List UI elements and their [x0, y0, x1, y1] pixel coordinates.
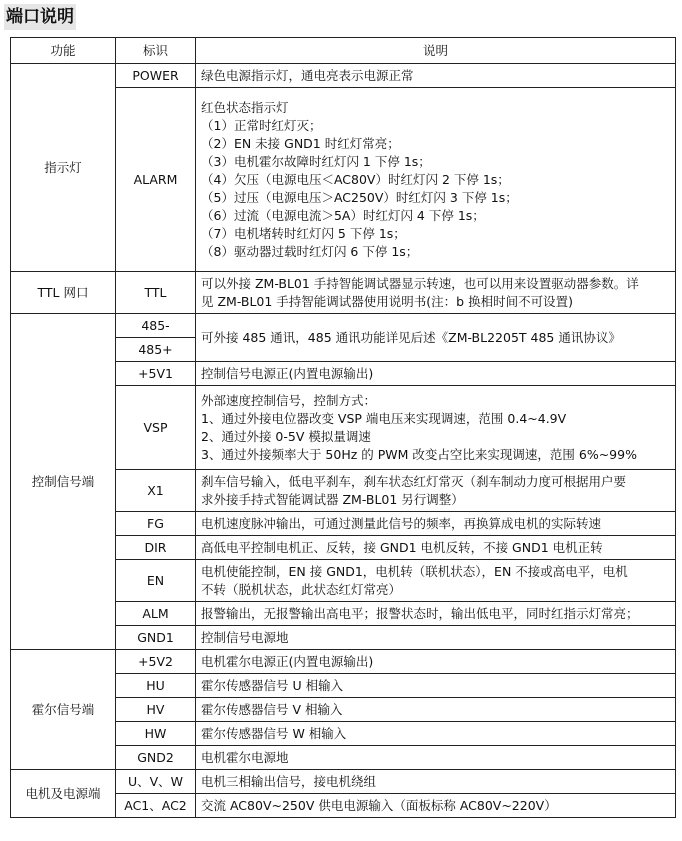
- function-cell: 控制信号端: [11, 314, 116, 650]
- label-cell: HU: [116, 674, 196, 698]
- label-cell: X1: [116, 470, 196, 512]
- port-table: [10, 37, 676, 818]
- label-cell: TTL: [116, 272, 196, 314]
- description-cell: [196, 470, 676, 512]
- description-cell: [196, 560, 676, 602]
- label-cell: 485-: [116, 314, 196, 338]
- description-cell: [196, 314, 676, 362]
- description-cell: [196, 602, 676, 626]
- label-cell: EN: [116, 560, 196, 602]
- description-cell: [196, 512, 676, 536]
- description-cell: [196, 674, 676, 698]
- label-cell: U、V、W: [116, 770, 196, 794]
- table-row: [11, 314, 676, 338]
- description-cell: [196, 64, 676, 88]
- description-line: 报警输出，无报警输出高电平；报警状态时，输出低电平，同时红指示灯常亮；: [201, 605, 639, 621]
- description-line: 不转（脱机状态，此状态红灯常亮）: [201, 581, 402, 597]
- description-line: 3、通过外接频率大于 50Hz 的 PWM 改变占空比来实现调速，范围 6%~99%: [201, 446, 637, 462]
- description-line: （4）欠压（电源电压＜AC80V）时红灯闪 2 下停 1s；: [201, 171, 510, 187]
- description-line: 控制信号电源地: [201, 629, 289, 645]
- function-cell: 电机及电源端: [11, 770, 116, 818]
- description-line: 交流 AC80V~250V 供电电源输入（面板标称 AC80V~220V）: [201, 797, 557, 813]
- description-line: 电机三相输出信号，接电机绕组: [201, 773, 377, 789]
- label-cell: GND1: [116, 626, 196, 650]
- description-line: 外部速度控制信号，控制方式：: [201, 392, 377, 408]
- description-line: 可以外接 ZM-BL01 手持智能调试器显示转速，也可以用来设置驱动器参数。详: [201, 275, 639, 291]
- description-cell: [196, 746, 676, 770]
- description-line: 高低电平控制电机正、反转，接 GND1 电机反转，不接 GND1 电机正转: [201, 539, 603, 555]
- description-line: （7）电机堵转时红灯闪 5 下停 1s；: [201, 225, 406, 241]
- description-line: 霍尔传感器信号 V 相输入: [201, 701, 343, 717]
- description-line: （1）正常时红灯灭；: [201, 117, 322, 133]
- description-cell: [196, 650, 676, 674]
- header-function: 功能: [11, 38, 116, 64]
- table-row: [11, 650, 676, 674]
- label-cell: FG: [116, 512, 196, 536]
- label-cell: 485+: [116, 338, 196, 362]
- label-cell: DIR: [116, 536, 196, 560]
- function-cell: 指示灯: [11, 64, 116, 272]
- table-row: [11, 272, 676, 314]
- description-line: 绿色电源指示灯，通电亮表示电源正常: [201, 67, 414, 83]
- page-title: 端口说明: [4, 4, 76, 30]
- description-line: 求外接手持式智能调试器 ZM-BL01 另行调整）: [201, 491, 464, 507]
- description-line: 刹车信号输入，低电平刹车，刹车状态红灯常灭（刹车制动力度可根据用户要: [201, 473, 627, 489]
- description-cell: [196, 536, 676, 560]
- description-line: （8）驱动器过载时红灯闪 6 下停 1s；: [201, 243, 419, 259]
- function-cell: TTL 网口: [11, 272, 116, 314]
- description-line: 电机速度脉冲输出，可通过测量此信号的频率，再换算成电机的实际转速: [201, 515, 602, 531]
- label-cell: HV: [116, 698, 196, 722]
- description-cell: [196, 386, 676, 470]
- table-row: [11, 770, 676, 794]
- description-line: 2、通过外接 0-5V 模拟量调速: [201, 428, 371, 444]
- description-line: （5）过压（电源电压＞AC250V）时红灯闪 3 下停 1s；: [201, 189, 518, 205]
- description-cell: [196, 626, 676, 650]
- description-cell: [196, 770, 676, 794]
- description-line: （2）EN 未接 GND1 时红灯常亮；: [201, 135, 400, 151]
- table-row: [11, 64, 676, 88]
- label-cell: GND2: [116, 746, 196, 770]
- description-line: 控制信号电源正(内置电源输出): [201, 365, 374, 381]
- description-line: 霍尔传感器信号 W 相输入: [201, 725, 347, 741]
- description-cell: [196, 272, 676, 314]
- label-cell: HW: [116, 722, 196, 746]
- label-cell: VSP: [116, 386, 196, 470]
- label-cell: POWER: [116, 64, 196, 88]
- label-cell: +5V1: [116, 362, 196, 386]
- description-line: 红色状态指示灯: [201, 99, 289, 115]
- description-line: 可外接 485 通讯，485 通讯功能详见后述《ZM-BL2205T 485 通讯协议》: [201, 329, 621, 345]
- label-cell: AC1、AC2: [116, 794, 196, 818]
- description-cell: [196, 794, 676, 818]
- description-line: 霍尔传感器信号 U 相输入: [201, 677, 344, 693]
- label-cell: +5V2: [116, 650, 196, 674]
- function-cell: 霍尔信号端: [11, 650, 116, 770]
- description-cell: [196, 698, 676, 722]
- table-body: [11, 64, 676, 818]
- description-cell: [196, 722, 676, 746]
- description-line: 1、通过外接电位器改变 VSP 端电压来实现调速，范围 0.4~4.9V: [201, 410, 567, 426]
- description-line: 电机霍尔电源正(内置电源输出): [201, 653, 374, 669]
- description-cell: [196, 362, 676, 386]
- label-cell: ALARM: [116, 88, 196, 272]
- description-line: （6）过流（电源电流＞5A）时红灯闪 4 下停 1s；: [201, 207, 485, 223]
- header-label: 标识: [116, 38, 196, 64]
- description-line: （3）电机霍尔故障时红灯闪 1 下停 1s；: [201, 153, 431, 169]
- header-description: 说明: [196, 38, 676, 64]
- description-cell: [196, 88, 676, 272]
- description-line: 见 ZM-BL01 手持智能调试器使用说明书(注：b 换相时间不可设置): [201, 293, 573, 309]
- description-line: 电机使能控制，EN 接 GND1，电机转（联机状态），EN 不接或高电平，电机: [201, 563, 628, 579]
- description-line: 电机霍尔电源地: [201, 749, 289, 765]
- header-row: [11, 38, 676, 64]
- label-cell: ALM: [116, 602, 196, 626]
